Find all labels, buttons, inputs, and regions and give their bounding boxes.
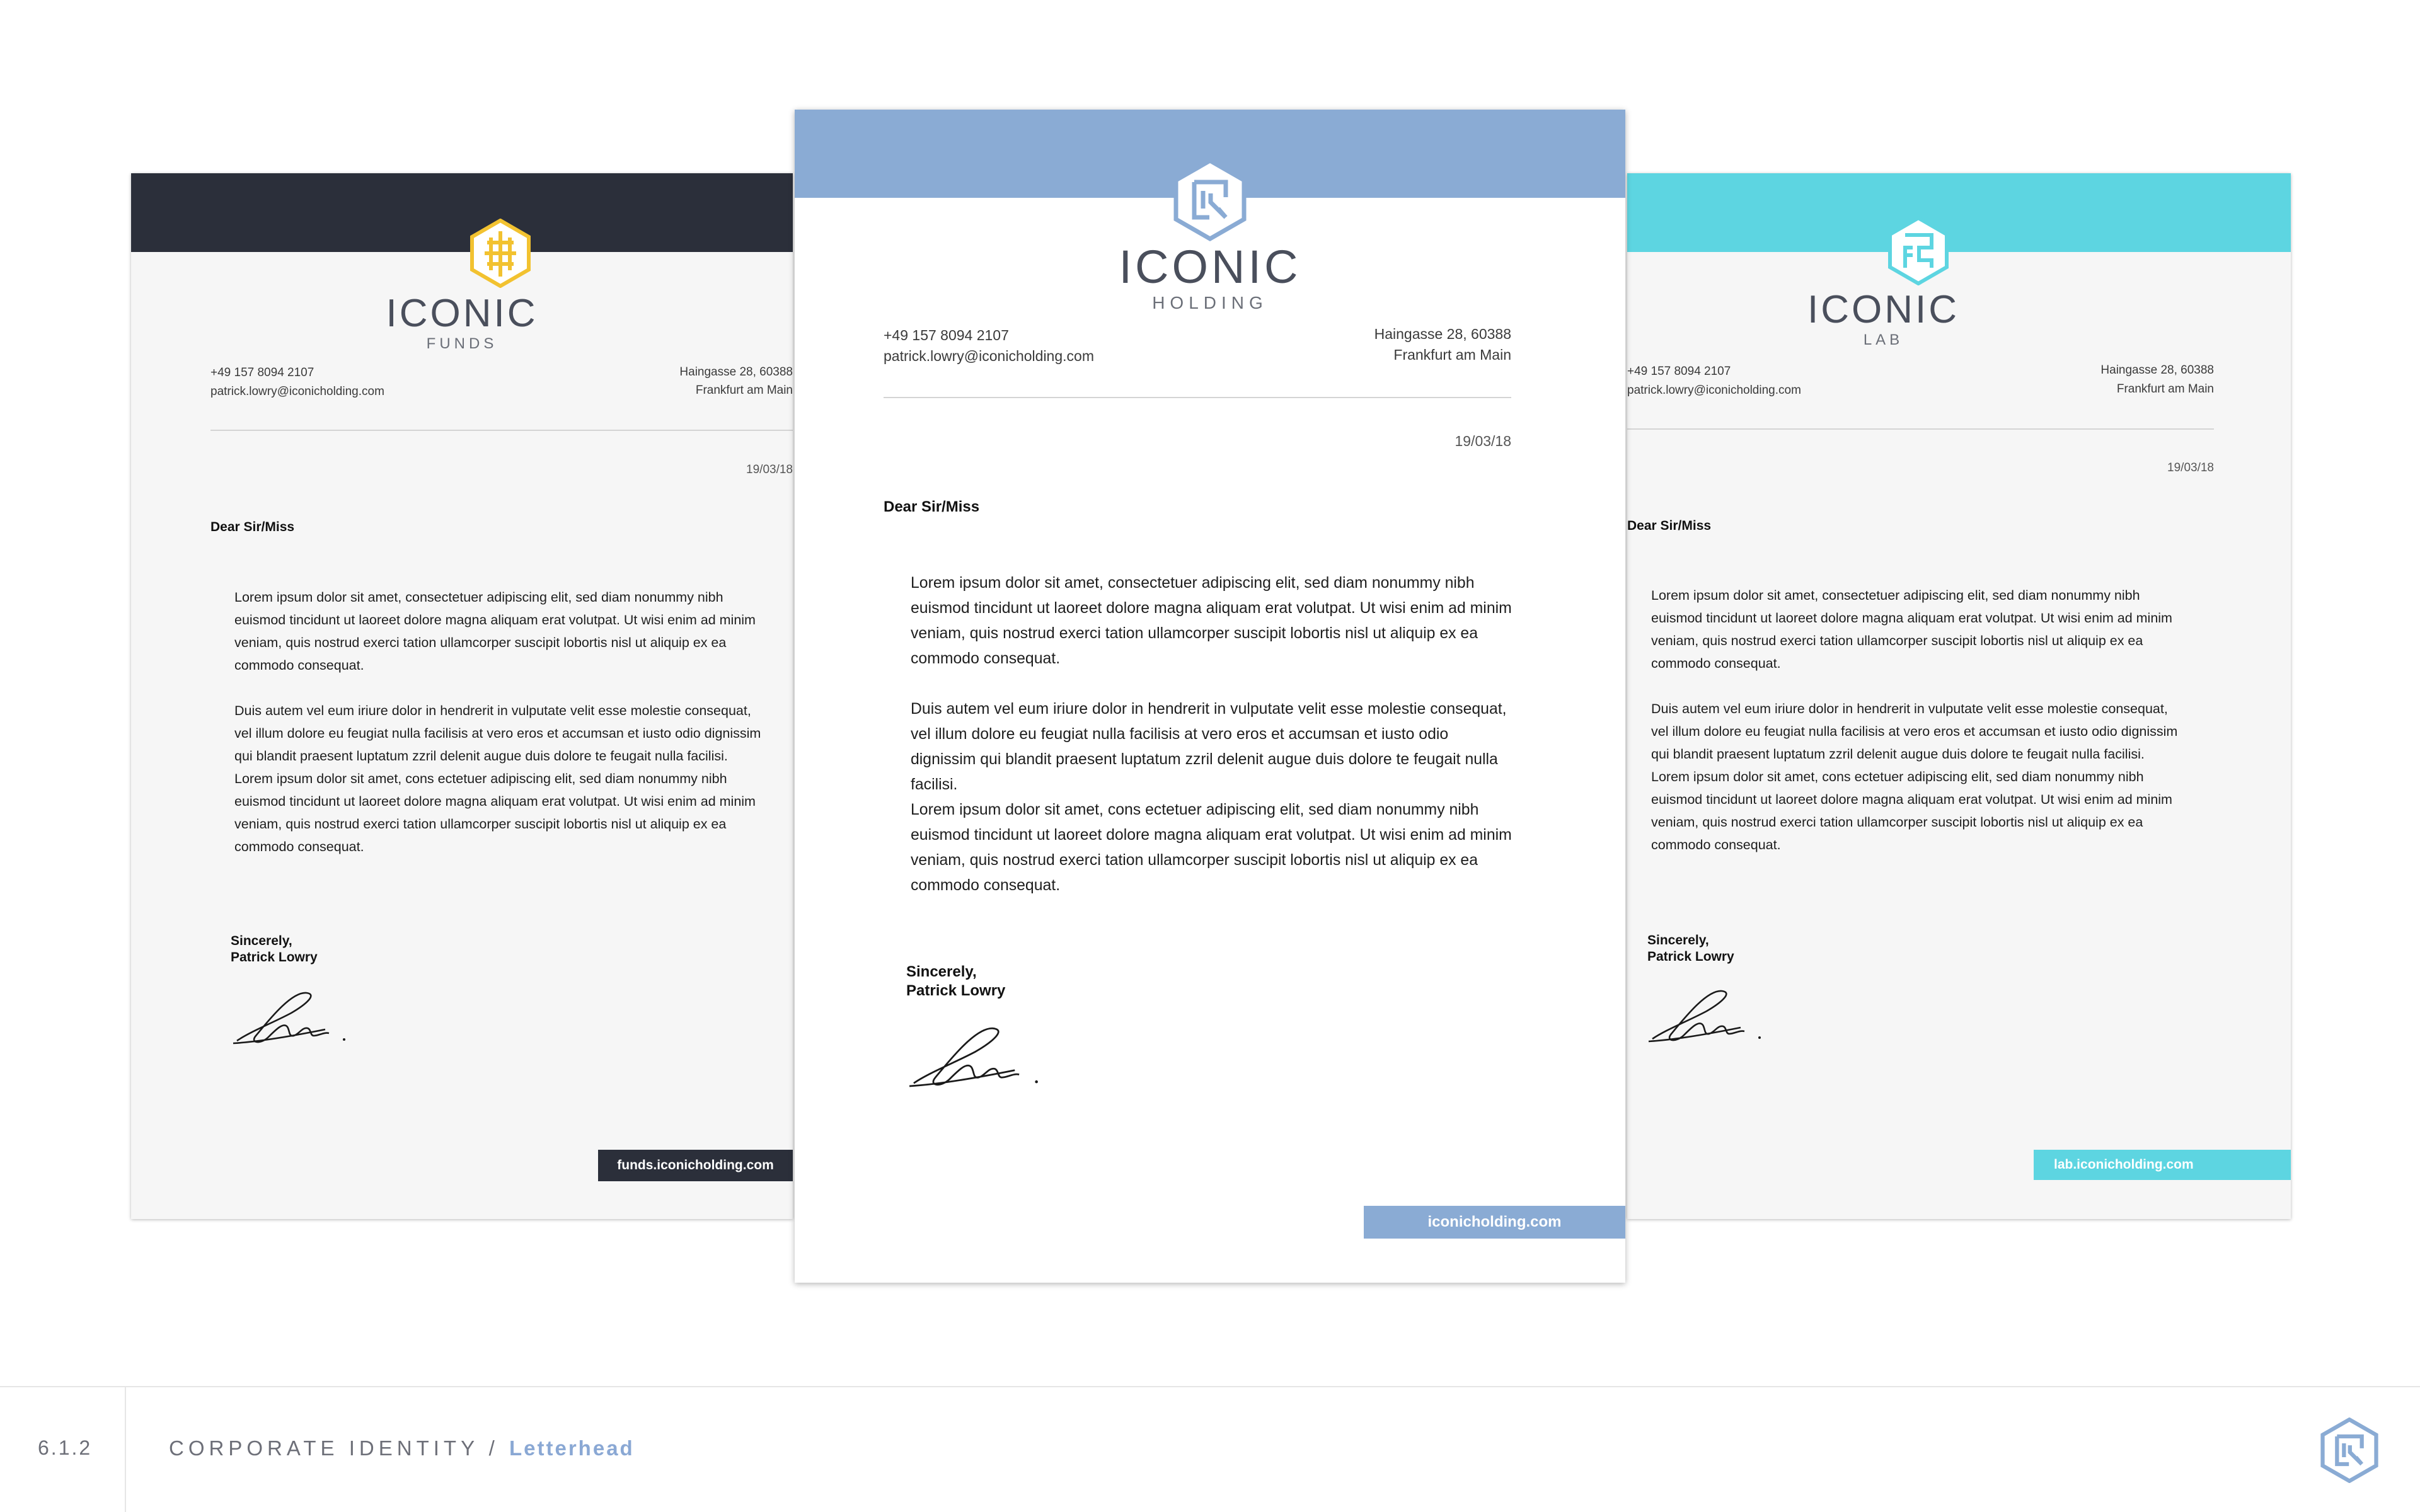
brand-wordmark: [795, 243, 1625, 315]
body-paragraph: Lorem ipsum dolor sit amet, cons ectetuer adipiscing elit, sed diam nonummy nibh euismod tincidunt ut laoreet dolore magna aliquam erat volutpat. Ut wisi enim ad minim veniam, quis nostrud exerci tation ullamcorper suscipit lobortis nisl ut aliquip ex ea commodo consequat.: [1651, 769, 2172, 852]
body-paragraph: Lorem ipsum dolor sit amet, cons ectetuer adipiscing elit, sed diam nonummy nibh euismod tincidunt ut laoreet dolore magna aliquam erat volutpat. Ut wisi enim ad minim veniam, quis nostrud exerci tation ullamcorper suscipit lobortis nisl ut aliquip ex ea commodo consequat.: [234, 771, 756, 854]
header-band: [131, 173, 793, 252]
salutation: Dear Sir/Miss: [210, 520, 295, 534]
letter-body: [911, 571, 1516, 898]
iconic-lab-logo-icon: [1886, 216, 1950, 285]
section-number: 6.1.2: [38, 1436, 93, 1459]
body-paragraph: Duis autem vel eum iriure dolor in hendrerit in vulputate velit esse molestie consequat, vel illum dolore eu feugiat nulla facilisis at vero eros et accumsan et iusto odio dignissim qui blandit praesent luptatum zzril delenit augue duis dolore te feugait nulla facilisi.: [234, 703, 761, 764]
section-title-separator: /: [488, 1436, 499, 1460]
section-title: [169, 1436, 635, 1460]
salutation: Dear Sir/Miss: [884, 498, 980, 515]
address-line-2: Frankfurt am Main: [1393, 346, 1511, 363]
brand-name: ICONIC: [386, 292, 538, 335]
contact-email: patrick.lowry@iconicholding.com: [1627, 384, 1801, 397]
header-divider: [1627, 428, 2214, 430]
contact-phone: +49 157 8094 2107: [1627, 365, 1731, 378]
letterhead-holding: [795, 110, 1625, 1283]
salutation: Dear Sir/Miss: [1627, 518, 1712, 533]
contact-phone: +49 157 8094 2107: [210, 366, 314, 379]
footer-divider: [0, 1386, 2420, 1387]
letter-body: [1651, 584, 2187, 856]
closing: Sincerely,: [1647, 933, 1709, 948]
body-paragraph: Duis autem vel eum iriure dolor in hendrerit in vulputate velit esse molestie consequat, vel illum dolore eu feugiat nulla facilisis at vero eros et accumsan et iusto odio dignissim qui blandit praesent luptatum zzril delenit augue duis dolore te feugait nulla facilisi.: [911, 701, 1507, 793]
header-divider: [884, 397, 1511, 398]
signer-name: Patrick Lowry: [1647, 949, 1734, 964]
letter-date: 19/03/18: [2167, 461, 2214, 474]
header-band: [1627, 173, 2291, 252]
address-line-2: Frankfurt am Main: [695, 384, 793, 397]
section-title-main: CORPORATE IDENTITY: [169, 1436, 479, 1460]
letter-date: 19/03/18: [746, 463, 793, 476]
letterhead-lab: [1627, 173, 2291, 1219]
iconic-holding-logo-icon: [1172, 158, 1248, 241]
footer-url-badge: iconicholding.com: [1364, 1206, 1625, 1239]
body-paragraph: Lorem ipsum dolor sit amet, consectetuer adipiscing elit, sed diam nonummy nibh euismod tincidunt ut laoreet dolore magna aliquam erat volutpat. Ut wisi enim ad minim veniam, quis nostrud exerci tation ullamcorper suscipit lobortis nisl ut aliquip ex ea commodo consequat.: [1651, 588, 2172, 671]
address-line-2: Frankfurt am Main: [2116, 382, 2214, 396]
brand-subtitle: LAB: [1863, 331, 1904, 348]
address-line-1: Haingasse 28, 60388: [1374, 326, 1511, 342]
brand-wordmark: [131, 293, 793, 353]
signature-icon: [906, 1017, 1051, 1096]
letterhead-funds: [131, 173, 793, 1219]
body-paragraph: Lorem ipsum dolor sit amet, cons ectetuer adipiscing elit, sed diam nonummy nibh euismod tincidunt ut laoreet dolore magna aliquam erat volutpat. Ut wisi enim ad minim veniam, quis nostrud exerci tation ullamcorper suscipit lobortis nisl ut aliquip ex ea commodo consequat.: [911, 801, 1512, 894]
brand-subtitle: FUNDS: [426, 335, 498, 352]
signer-name: Patrick Lowry: [906, 982, 1006, 999]
iconic-funds-logo-icon: [468, 219, 533, 288]
brand-name: ICONIC: [1119, 241, 1301, 293]
body-paragraph: Lorem ipsum dolor sit amet, consectetuer adipiscing elit, sed diam nonummy nibh euismod tincidunt ut laoreet dolore magna aliquam erat volutpat. Ut wisi enim ad minim veniam, quis nostrud exerci tation ullamcorper suscipit lobortis nisl ut aliquip ex ea commodo consequat.: [911, 575, 1512, 667]
body-paragraph: Lorem ipsum dolor sit amet, consectetuer adipiscing elit, sed diam nonummy nibh euismod tincidunt ut laoreet dolore magna aliquam erat volutpat. Ut wisi enim ad minim veniam, quis nostrud exerci tation ullamcorper suscipit lobortis nisl ut aliquip ex ea commodo consequat.: [234, 590, 756, 673]
footer-url-badge: lab.iconicholding.com: [2034, 1150, 2291, 1180]
address-line-1: Haingasse 28, 60388: [2100, 364, 2214, 377]
signer-name: Patrick Lowry: [231, 950, 318, 965]
footer-vertical-divider: [125, 1387, 126, 1512]
letter-body: [234, 586, 764, 858]
brand-subtitle: HOLDING: [1152, 293, 1268, 312]
header-divider: [210, 430, 793, 431]
body-paragraph: Duis autem vel eum iriure dolor in hendrerit in vulputate velit esse molestie consequat, vel illum dolore eu feugiat nulla facilisis at vero eros et accumsan et iusto odio dignissim qui blandit praesent luptatum zzril delenit augue duis dolore te feugait nulla facilisi.: [1651, 701, 2178, 762]
contact-email: patrick.lowry@iconicholding.com: [210, 385, 384, 398]
letter-date: 19/03/18: [1455, 433, 1511, 449]
brand-name: ICONIC: [1807, 288, 1959, 331]
contact-email: patrick.lowry@iconicholding.com: [884, 348, 1094, 364]
section-title-sub: Letterhead: [509, 1436, 635, 1460]
closing: Sincerely,: [906, 963, 977, 980]
footer-url-badge: funds.iconicholding.com: [598, 1150, 793, 1181]
address-line-1: Haingasse 28, 60388: [679, 365, 793, 379]
signature-icon: [1646, 981, 1772, 1050]
signature-icon: [231, 983, 357, 1052]
closing: Sincerely,: [231, 934, 292, 948]
brand-wordmark: [1552, 289, 2215, 350]
iconic-corner-logo-icon: [2319, 1418, 2380, 1483]
contact-phone: +49 157 8094 2107: [884, 327, 1009, 343]
